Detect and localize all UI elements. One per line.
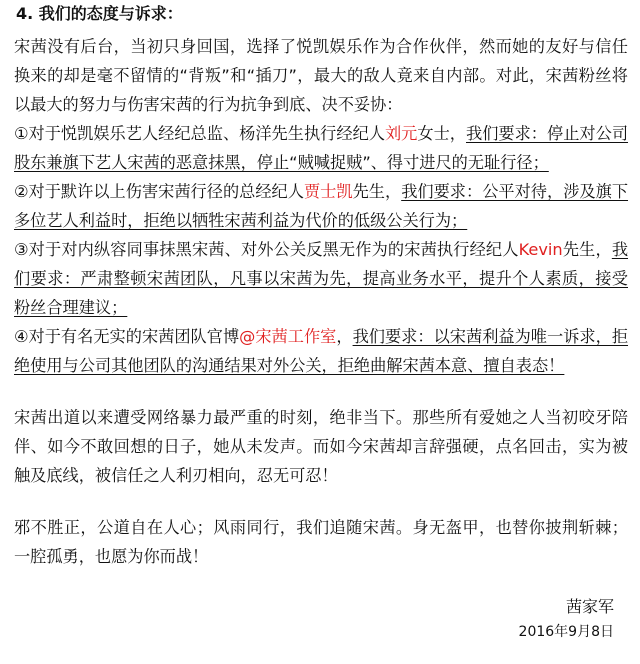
spacer [14, 380, 628, 403]
demand-4-prefix: ④对于有名无实的宋茜团队官博 [14, 327, 240, 346]
demand-3-prefix: ③对于对内纵容同事抹黑宋茜、对外公关反黑无作为的宋茜执行经纪人 [14, 240, 519, 259]
demand-1-suffix: 女士， [417, 124, 466, 143]
spacer [14, 490, 628, 513]
date: 2016年9月8日 [518, 624, 614, 640]
demand-4-suffix: ， [336, 327, 353, 346]
section-heading: 4. 我们的态度与诉求： [16, 4, 183, 23]
demand-3-suffix: 先生， [562, 240, 612, 259]
paragraph-2: 宋茜出道以来遭受网络暴力最严重的时刻，绝非当下。那些所有爱她之人当初咬牙陪伴、如今不敢回想的日子，她从未发声。而如今宋茜却言辞强硬，点名回击，实为被触及底线，被信任之人利刃相向，忍无可忍！ [14, 408, 628, 485]
demand-1-request: 我们要求：停止对公司股东兼旗下艺人宋茜的恶意抹黑，停止“贼喊捉贼”、得寸进尺的无耻行径； [14, 124, 629, 172]
demand-2-name: 贾士凯 [303, 182, 353, 201]
intro-paragraph: 宋茜没有后台，当初只身回国，选择了悦凯娱乐作为合作伙伴，然而她的友好与信任换来的却是毫不留情的“背叛”和“插刀”，最大的敌人竟来自内部。对此，宋茜粉丝将以最大的努力与伤害宋茜的行为抗争到底、决不妥协： [14, 37, 628, 114]
demand-3-name: Kevin [518, 240, 563, 259]
demand-2-suffix: 先生， [352, 182, 402, 201]
demand-1-name: 刘元 [384, 124, 418, 143]
demand-item-2 [14, 177, 628, 235]
demand-2-request: 我们要求：公平对待，涉及旗下多位艺人利益时，拒绝以牺牲宋茜利益为代价的低级公关行为； [14, 182, 629, 230]
demand-4-name: @宋茜工作室 [239, 327, 337, 346]
demand-item-4 [14, 322, 628, 380]
demand-item-1 [14, 119, 628, 177]
demand-3-request: 我们要求：严肃整顿宋茜团队，凡事以宋茜为先，提高业务水平，提升个人素质，接受粉丝合理建议； [14, 240, 629, 317]
demand-4-request: 我们要求：以宋茜利益为唯一诉求，拒绝使用与公司其他团队的沟通结果对外公关，拒绝曲解宋茜本意、擅自表态！ [14, 327, 629, 375]
signature: 茜家军 [565, 597, 614, 616]
demand-1-prefix: ①对于悦凯娱乐艺人经纪总监、杨洋先生执行经纪人 [14, 124, 385, 143]
paragraph-3: 邪不胜正，公道自在人心；风雨同行，我们追随宋茜。身无盔甲，也替你披荆斩棘；一腔孤勇，也愿为你而战！ [14, 518, 628, 566]
spacer [14, 571, 628, 594]
demand-2-prefix: ②对于默许以上伤害宋茜行径的总经纪人 [14, 182, 304, 201]
demand-item-3 [14, 235, 628, 322]
